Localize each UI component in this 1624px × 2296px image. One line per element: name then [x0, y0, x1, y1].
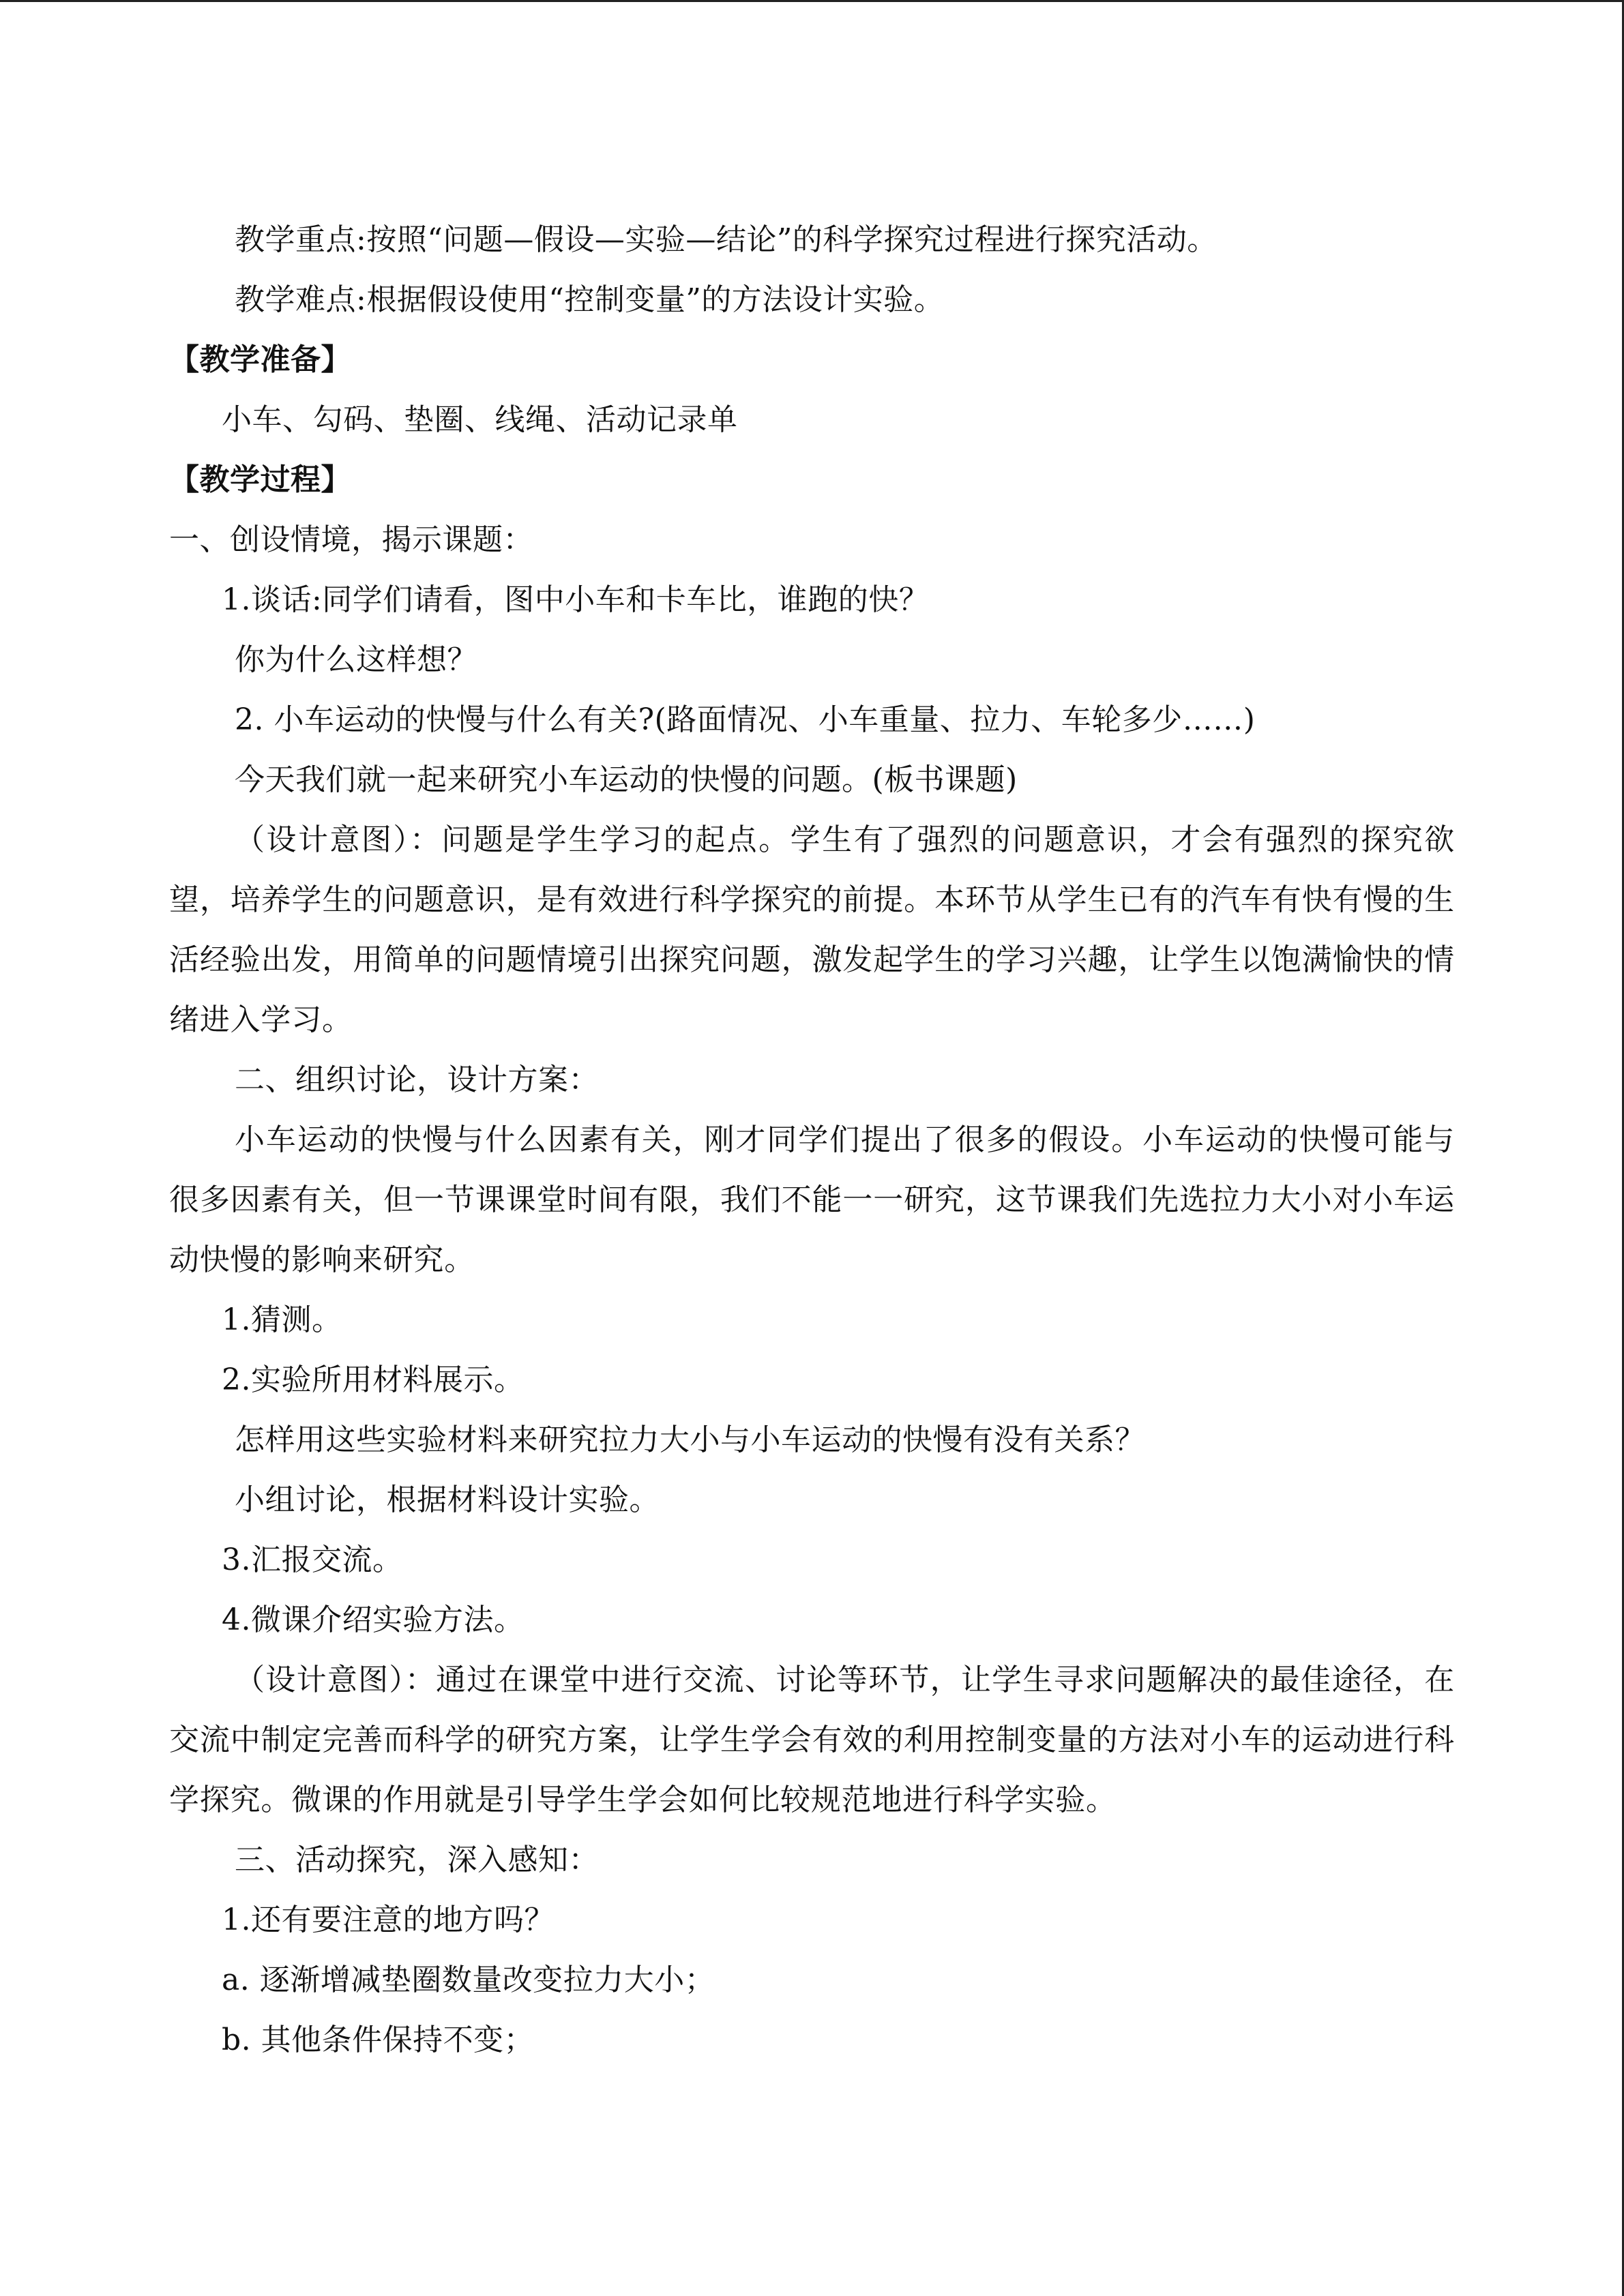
s2-item2: 2.实验所用材料展示。 — [222, 1362, 525, 1397]
top-border-line — [0, 0, 1624, 2]
s2-item3: 3.汇报交流。 — [222, 1542, 403, 1577]
key-point: 教学重点:按照“问题—假设—实验—结论”的科学探究过程进行探究活动。 — [235, 222, 1217, 257]
s3-item-b: b. 其他条件保持不变； — [222, 2023, 535, 2057]
prep-heading: 【教学准备】 — [169, 342, 351, 377]
s3-item-a: a. 逐渐增减垫圈数量改变拉力大小； — [222, 1963, 715, 1997]
s2-group: 小组讨论，根据材料设计实验。 — [235, 1482, 660, 1517]
prep-materials: 小车、勾码、垫圈、线绳、活动记录单 — [222, 402, 738, 437]
s2-design-intent: （设计意图）：通过在课堂中进行交流、讨论等环节，让学生寻求问题解决的最佳途径，在交流中制定完善而科学的研究方案，让学生学会有效的利用控制变量的方法对小车的运动进行科学探究。微课的作用就是引导学生学会如何比较规范地进行科学实验。 — [169, 1663, 1455, 1817]
s1-item1-follow: 你为什么这样想？ — [235, 642, 477, 677]
s1-today: 今天我们就一起来研究小车运动的快慢的问题。(板书课题) — [235, 762, 1018, 797]
s1-design-intent: （设计意图）：问题是学生学习的起点。学生有了强烈的问题意识，才会有强烈的探究欲望，培养学生的问题意识，是有效进行科学探究的前提。本环节从学生已有的汽车有快有慢的生活经验出发，用简单的问题情境引出探究问题，激发起学生的学习兴趣，让学生以饱满愉快的情绪进入学习。 — [169, 822, 1455, 1037]
section1-title: 一、创设情境，揭示课题： — [169, 522, 533, 557]
s3-item1: 1.还有要注意的地方吗？ — [222, 1903, 555, 1937]
section3-title: 三、活动探究，深入感知： — [235, 1843, 599, 1877]
s1-item1: 1.谈话:同学们请看，图中小车和卡车比，谁跑的快？ — [222, 582, 930, 617]
s2-item4: 4.微课介绍实验方法。 — [222, 1602, 525, 1637]
s2-item1: 1.猜测。 — [222, 1302, 342, 1337]
process-heading: 【教学过程】 — [169, 462, 351, 497]
s2-question: 怎样用这些实验材料来研究拉力大小与小车运动的快慢有没有关系？ — [235, 1422, 1145, 1457]
section2-title: 二、组织讨论，设计方案： — [235, 1062, 599, 1097]
document-page — [169, 210, 1455, 2070]
difficult-point: 教学难点:根据假设使用“控制变量”的方法设计实验。 — [235, 282, 945, 317]
s1-item2: 2. 小车运动的快慢与什么有关?(路面情况、小车重量、拉力、车轮多少……) — [235, 702, 1256, 737]
s2-intro: 小车运动的快慢与什么因素有关，刚才同学们提出了很多的假设。小车运动的快慢可能与很多因素有关，但一节课课堂时间有限，我们不能一一研究，这节课我们先选拉力大小对小车运动快慢的影响来研究。 — [169, 1122, 1455, 1277]
